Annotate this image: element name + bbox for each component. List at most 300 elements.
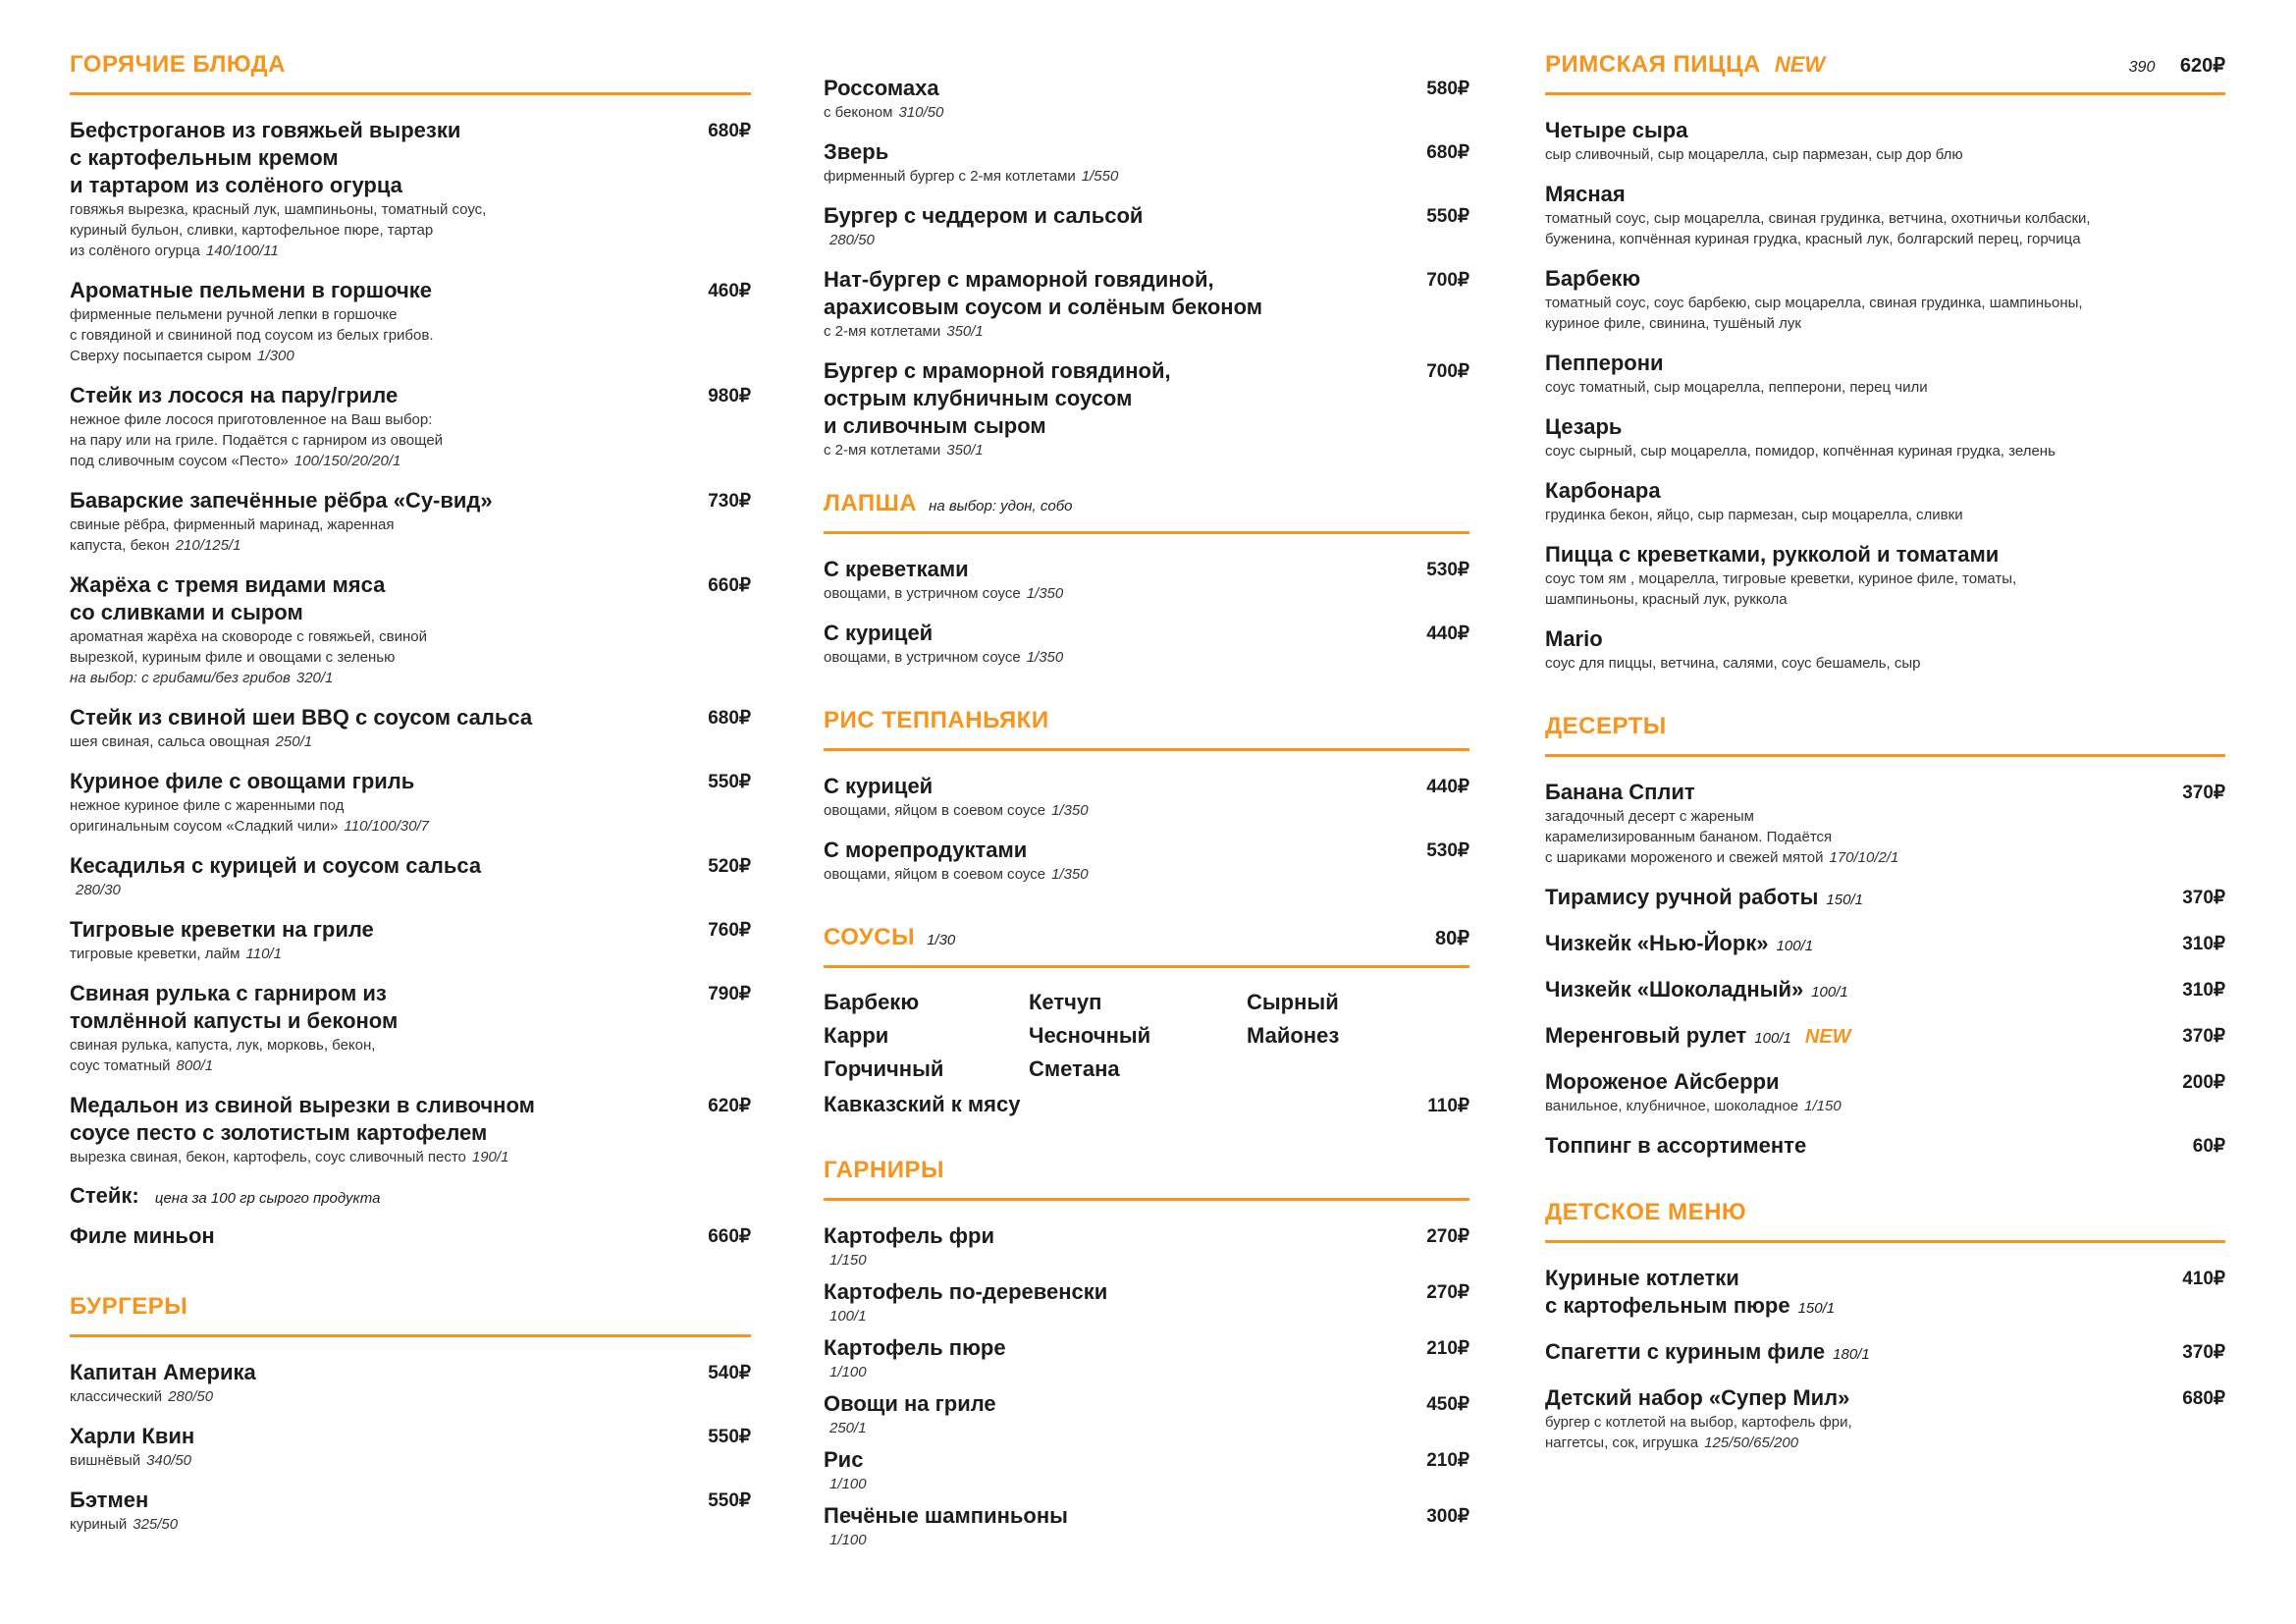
item-price: 440₽ xyxy=(1426,623,1469,644)
menu-item xyxy=(1545,976,2225,1006)
sauce-item: Чесночный xyxy=(1029,1023,1151,1048)
menu-item xyxy=(70,980,751,1076)
menu-item xyxy=(824,556,1469,604)
item-name-text: Картофель фри xyxy=(824,1223,995,1248)
item-name-text: Ароматные пельмени в горшочке xyxy=(70,278,432,302)
item-price: 580₽ xyxy=(1426,79,1469,99)
item-name-text: Рис xyxy=(824,1447,864,1472)
item-desc-text: куриный xyxy=(70,1516,128,1533)
item-description xyxy=(1545,1096,2168,1116)
item-main xyxy=(824,556,1426,604)
item-description xyxy=(824,1250,1413,1271)
menu-item xyxy=(1545,181,2225,249)
item-main xyxy=(1545,976,2182,1006)
item-name xyxy=(1545,1022,2168,1053)
section-header xyxy=(70,1293,751,1337)
item-name xyxy=(70,382,694,409)
menu-item xyxy=(70,382,751,471)
item-desc-text: фирменный бургер с 2-мя котлетами xyxy=(824,168,1076,185)
item-weight: 1/550 xyxy=(1081,168,1119,185)
menu-list xyxy=(1545,1265,2225,1453)
item-main xyxy=(824,202,1426,250)
section-title: ДЕСЕРТЫ xyxy=(1545,713,1667,739)
item-main xyxy=(1545,350,2225,398)
item-name-text: Пепперони xyxy=(1545,351,1664,375)
menu-item xyxy=(824,1502,1469,1550)
item-name xyxy=(824,773,1413,800)
item-price: 520₽ xyxy=(708,856,751,877)
item-desc-text: фирменные пельмени ручной лепки в горшочке с говядиной и свининой под соусом из белых грибов. Сверху посыпается сыром xyxy=(70,306,434,364)
item-weight: 180/1 xyxy=(1833,1346,1870,1363)
item-name-text: Пицца с креветками, рукколой и томатами xyxy=(1545,542,2000,567)
section-title: ДЕТСКОЕ МЕНЮ xyxy=(1545,1199,1747,1225)
item-main xyxy=(1545,117,2225,165)
item-name xyxy=(1545,930,2168,960)
section-title: ЛАПША xyxy=(824,490,918,516)
item-desc-text: соус том ям , моцарелла, тигровые креветки, куриное филе, томаты, шампиньоны, красный лук, руккола xyxy=(1545,570,2017,608)
item-name-text: Стейк из свиной шеи BBQ с соусом сальса xyxy=(70,705,533,730)
item-main xyxy=(70,1092,708,1167)
section-desserts xyxy=(1545,713,2225,1160)
menu-item xyxy=(70,571,751,688)
item-desc-text: грудинка бекон, яйцо, сыр пармезан, сыр моцарелла, сливки xyxy=(1545,507,1963,523)
item-name xyxy=(824,837,1413,864)
item-weight: 320/1 xyxy=(295,670,334,686)
menu-item xyxy=(1545,1384,2225,1453)
item-weight: 280/50 xyxy=(829,232,875,248)
menu-item xyxy=(70,1487,751,1535)
menu-item xyxy=(824,75,1469,123)
menu-item xyxy=(1545,350,2225,398)
item-name-text: Тигровые креветки на гриле xyxy=(70,917,374,942)
item-desc-text: шея свиная, сальса овощная xyxy=(70,733,270,750)
menu-list xyxy=(824,556,1469,668)
item-name-text: Россомаха xyxy=(824,76,939,100)
menu-item xyxy=(1545,930,2225,960)
column-middle xyxy=(824,75,1469,1590)
item-name xyxy=(1545,779,2168,806)
item-price: 530₽ xyxy=(1426,840,1469,861)
menu-list xyxy=(824,75,1469,460)
item-desc-text: соус для пиццы, ветчина, салями, соус бешамель, сыр xyxy=(1545,655,1921,672)
item-name xyxy=(70,1359,694,1386)
item-price: 790₽ xyxy=(708,984,751,1004)
item-weight: 1/100 xyxy=(829,1532,867,1548)
section-header xyxy=(1545,51,2225,95)
menu-item xyxy=(1545,265,2225,334)
menu-item xyxy=(70,277,751,366)
item-description xyxy=(70,304,694,366)
item-desc-text: классический xyxy=(70,1388,163,1405)
item-description xyxy=(824,583,1413,604)
menu-item xyxy=(70,704,751,752)
section-weight: 1/30 xyxy=(927,932,956,948)
sauce-item: Горчичный xyxy=(824,1056,944,1081)
item-name-text: Цезарь xyxy=(1545,414,1623,439)
item-main xyxy=(70,1423,708,1471)
section-burgers xyxy=(70,1293,751,1535)
item-name-text: Тирамису ручной работы xyxy=(1545,885,1819,909)
item-price: 660₽ xyxy=(708,575,751,596)
menu-item xyxy=(1545,1068,2225,1116)
menu-item xyxy=(824,266,1469,342)
section-title: СОУСЫ xyxy=(824,924,916,950)
section-weight: 390 xyxy=(2128,59,2156,76)
item-name-text: Печёные шампиньоны xyxy=(824,1503,1068,1528)
sauce-item: Барбекю xyxy=(824,990,920,1014)
menu-item xyxy=(70,852,751,900)
menu-item xyxy=(824,1334,1469,1382)
item-name xyxy=(70,980,694,1035)
item-description xyxy=(824,321,1413,342)
item-main xyxy=(824,138,1426,187)
item-name xyxy=(70,1487,694,1514)
item-description xyxy=(1545,293,2212,334)
item-weight: 140/100/11 xyxy=(205,243,279,259)
item-name-text: Детский набор «Супер Мил» xyxy=(1545,1385,1850,1410)
section-header xyxy=(1545,713,2225,757)
item-weight: 125/50/65/200 xyxy=(1704,1435,1799,1451)
item-main xyxy=(824,266,1426,342)
item-name-text: С курицей xyxy=(824,774,934,798)
item-desc-text: бургер с котлетой на выбор, картофель фри, наггетсы, сок, игрушка xyxy=(1545,1414,1852,1451)
item-name xyxy=(1545,884,2168,914)
item-name xyxy=(824,1222,1413,1250)
item-price: 310₽ xyxy=(2182,934,2225,954)
item-name xyxy=(70,1092,694,1147)
menu-list xyxy=(70,1359,751,1535)
item-weight: 170/10/2/1 xyxy=(1829,849,1899,866)
item-name-text: Mario xyxy=(1545,626,1603,651)
menu-item xyxy=(1545,1132,2225,1160)
menu-item xyxy=(70,768,751,837)
item-main xyxy=(824,1390,1426,1438)
item-name-text: Мороженое Айсберри xyxy=(1545,1069,1780,1094)
new-badge: NEW xyxy=(1774,52,1826,77)
item-name-text: С курицей xyxy=(824,621,934,645)
item-price: 680₽ xyxy=(708,121,751,141)
item-desc-text: нежное куриное филе с жаренными под оригинальным соусом «Сладкий чили» xyxy=(70,797,345,835)
item-desc-text: томатный соус, соус барбекю, сыр моцарелла, свиная грудинка, шампиньоны, куриное филе, свинина, тушёный лук xyxy=(1545,295,2083,332)
item-description xyxy=(70,514,694,556)
item-main xyxy=(70,1487,708,1535)
item-weight: 190/1 xyxy=(471,1149,509,1165)
item-name xyxy=(1545,413,2212,441)
item-name xyxy=(70,916,694,944)
item-price: 370₽ xyxy=(2182,1342,2225,1363)
item-name xyxy=(824,1390,1413,1418)
item-description xyxy=(1545,806,2168,868)
item-name-text: Капитан Америка xyxy=(70,1360,256,1384)
item-weight: 280/50 xyxy=(168,1388,214,1405)
item-price: 550₽ xyxy=(1426,206,1469,227)
item-main xyxy=(70,980,708,1076)
section-header xyxy=(824,490,1469,534)
item-price: 660₽ xyxy=(708,1226,751,1247)
item-main xyxy=(824,837,1426,885)
item-name-text: Нат-бургер с мраморной говядиной, арахисовым соусом и солёным беконом xyxy=(824,267,1263,319)
item-name xyxy=(1545,477,2212,505)
menu-list xyxy=(1545,779,2225,1160)
sauce-item xyxy=(1247,1056,1469,1082)
item-description xyxy=(1545,441,2212,461)
item-description xyxy=(1545,653,2212,674)
item-description xyxy=(824,1362,1413,1382)
menu-item xyxy=(70,916,751,964)
item-name xyxy=(1545,117,2212,144)
item-name-text: Стейк из лосося на пару/гриле xyxy=(70,383,399,407)
item-description xyxy=(70,1386,694,1407)
section-sides xyxy=(824,1157,1469,1550)
new-badge: NEW xyxy=(1804,1026,1851,1048)
item-description xyxy=(824,440,1413,460)
item-desc-text: соус томатный, сыр моцарелла, пепперони, перец чили xyxy=(1545,379,1928,396)
item-description xyxy=(70,795,694,837)
item-desc-text: овощами, в устричном соусе xyxy=(824,585,1021,602)
sauce-item: Сметана xyxy=(1029,1056,1120,1081)
item-name-text: Картофель пюре xyxy=(824,1335,1006,1360)
section-header xyxy=(824,1157,1469,1201)
sauce-item: Сырный xyxy=(1247,990,1339,1014)
item-main xyxy=(70,277,708,366)
item-description xyxy=(70,199,694,261)
item-price: 310₽ xyxy=(2182,980,2225,1001)
item-weight: 100/150/20/20/1 xyxy=(294,453,401,469)
item-description xyxy=(70,1450,694,1471)
item-main xyxy=(824,1446,1426,1494)
item-description xyxy=(70,880,694,900)
item-name xyxy=(824,556,1413,583)
item-price: 700₽ xyxy=(1426,270,1469,291)
item-name: Филе миньон xyxy=(70,1223,215,1248)
item-name-text: Мясная xyxy=(1545,182,1626,206)
item-description xyxy=(1545,568,2212,610)
item-main xyxy=(1545,1068,2182,1116)
item-weight: 280/30 xyxy=(76,882,121,898)
section-header xyxy=(70,51,751,95)
item-main xyxy=(1545,181,2225,249)
item-name-text: Карбонара xyxy=(1545,478,1661,503)
item-description xyxy=(1545,144,2212,165)
item-name xyxy=(824,1334,1413,1362)
item-name xyxy=(70,1423,694,1450)
item-weight: 100/1 xyxy=(1811,984,1848,1001)
item-name xyxy=(824,75,1413,102)
sauce-grid xyxy=(824,990,1469,1082)
item-description xyxy=(824,1418,1413,1438)
menu-item xyxy=(1545,413,2225,461)
item-name-text: Спагетти с куриным филе xyxy=(1545,1339,1826,1364)
steak-header xyxy=(70,1183,751,1209)
item-desc-text: ароматная жарёха на сковороде с говяжьей, свиной вырезкой, куриным филе и овощами с зеленью xyxy=(70,628,427,666)
menu-item xyxy=(824,138,1469,187)
item-price: 540₽ xyxy=(708,1363,751,1383)
item-name-text: С морепродуктами xyxy=(824,838,1028,862)
item-description xyxy=(824,1306,1413,1326)
item-desc-text: сыр сливочный, сыр моцарелла, сыр пармезан, сыр дор блю xyxy=(1545,146,1963,163)
item-description xyxy=(70,409,694,471)
menu-item xyxy=(70,1359,751,1407)
item-main xyxy=(70,852,708,900)
menu-item xyxy=(824,1390,1469,1438)
item-name-text: Чизкейк «Шоколадный» xyxy=(1545,977,1804,1001)
item-price: 680₽ xyxy=(1426,142,1469,163)
sauce-item: Майонез xyxy=(1247,1023,1340,1048)
item-main xyxy=(824,620,1426,668)
sauce-item: Кетчуп xyxy=(1029,990,1102,1014)
item-desc-text: овощами, яйцом в соевом соусе xyxy=(824,866,1046,883)
item-weight: 1/350 xyxy=(1026,585,1064,602)
item-price: 530₽ xyxy=(1426,560,1469,580)
menu-item xyxy=(1545,1265,2225,1323)
section-title: РИС ТЕППАНЬЯКИ xyxy=(824,707,1049,733)
item-weight: 1/100 xyxy=(829,1364,867,1380)
sauce-item-last xyxy=(824,1092,1469,1117)
item-name xyxy=(70,768,694,795)
item-weight: 100/1 xyxy=(829,1308,867,1325)
section-sauces xyxy=(824,924,1469,1117)
menu-item xyxy=(70,1222,751,1250)
item-main xyxy=(1545,884,2182,914)
item-description xyxy=(824,230,1413,250)
item-name-text: Четыре сыра xyxy=(1545,118,1688,142)
item-description xyxy=(824,864,1413,885)
item-name xyxy=(1545,265,2212,293)
item-name xyxy=(1545,1068,2168,1096)
section-price-block xyxy=(2129,53,2225,78)
item-price: 410₽ xyxy=(2182,1269,2225,1289)
item-desc-text: свиная рулька, капуста, лук, морковь, бекон, соус томатный xyxy=(70,1037,376,1074)
item-name xyxy=(1545,181,2212,208)
item-name: Кавказский к мясу xyxy=(824,1092,1021,1116)
item-description xyxy=(70,1514,694,1535)
item-name xyxy=(1545,976,2168,1006)
steak-note: цена за 100 гр сырого продукта xyxy=(154,1190,381,1207)
item-price: 270₽ xyxy=(1426,1282,1469,1303)
item-main xyxy=(70,704,708,752)
item-main xyxy=(70,768,708,837)
item-name-text: Барбекю xyxy=(1545,266,1641,291)
item-desc-text: с 2-мя котлетами xyxy=(824,442,941,459)
item-name-text: Кесадилья с курицей и соусом сальса xyxy=(70,853,482,878)
item-price: 200₽ xyxy=(2182,1072,2225,1093)
item-price: 680₽ xyxy=(708,708,751,729)
item-price: 550₽ xyxy=(708,1427,751,1447)
item-description xyxy=(70,731,694,752)
item-name xyxy=(1545,541,2212,568)
item-weight: 350/1 xyxy=(946,442,984,459)
menu-list xyxy=(824,1222,1469,1550)
item-desc-text: томатный соус, сыр моцарелла, свиная грудинка, ветчина, охотничьи колбаски, буженина, копчённая куриная грудка, красный лук, болгарский перец, горчица xyxy=(1545,210,2091,247)
menu-item xyxy=(1545,625,2225,674)
item-name xyxy=(1545,1132,2179,1160)
item-weight: 1/150 xyxy=(829,1252,867,1269)
menu-item xyxy=(1545,477,2225,525)
item-price: 730₽ xyxy=(708,491,751,512)
item-description xyxy=(824,800,1413,821)
item-desc-text: соус сырный, сыр моцарелла, помидор, копчённая куриная грудка, зелень xyxy=(1545,443,2056,460)
item-main xyxy=(824,1502,1426,1550)
steak-label: Стейк: xyxy=(70,1183,139,1208)
menu-item xyxy=(824,837,1469,885)
item-name xyxy=(70,117,694,199)
item-price: 60₽ xyxy=(2192,1136,2225,1157)
item-weight: 150/1 xyxy=(1826,892,1863,908)
item-price: 450₽ xyxy=(1426,1394,1469,1415)
item-main xyxy=(824,75,1426,123)
item-main xyxy=(1545,1265,2182,1323)
item-desc-text: загадочный десерт с жареным карамелизированным бананом. Подаётся с шариками мороженого и свежей мятой xyxy=(1545,808,1833,866)
menu-item xyxy=(1545,117,2225,165)
item-name xyxy=(824,202,1413,230)
item-description xyxy=(824,102,1413,123)
item-name-text: Баварские запечённые рёбра «Су-вид» xyxy=(70,488,493,513)
item-name-text: Топпинг в ассортименте xyxy=(1545,1133,1807,1158)
item-desc-text: с беконом xyxy=(824,104,893,121)
item-name xyxy=(1545,1265,2168,1323)
section-kids xyxy=(1545,1199,2225,1453)
item-desc-text: тигровые креветки, лайм xyxy=(70,946,240,962)
item-name xyxy=(70,487,694,514)
item-main xyxy=(1545,1022,2182,1053)
column-right xyxy=(1545,51,2225,1492)
item-weight: 250/1 xyxy=(829,1420,867,1436)
item-price: 700₽ xyxy=(1426,361,1469,382)
item-name xyxy=(824,620,1413,647)
item-weight: 350/1 xyxy=(946,323,984,340)
item-price: 980₽ xyxy=(708,386,751,406)
item-price: 110₽ xyxy=(1427,1096,1469,1116)
item-name-text: Бургер с чеддером и сальсой xyxy=(824,203,1144,228)
menu-item xyxy=(1545,779,2225,868)
item-name xyxy=(70,277,694,304)
menu-list xyxy=(70,117,751,1167)
menu-item xyxy=(824,1222,1469,1271)
item-weight: 110/100/30/7 xyxy=(344,818,429,835)
item-weight: 1/350 xyxy=(1051,802,1089,819)
item-price: 370₽ xyxy=(2182,888,2225,908)
item-name xyxy=(824,1278,1413,1306)
menu-item xyxy=(1545,1338,2225,1369)
item-weight: 1/350 xyxy=(1051,866,1089,883)
item-desc-text: ванильное, клубничное, шоколадное xyxy=(1545,1098,1799,1114)
item-weight: 310/50 xyxy=(898,104,944,121)
item-name-text: Овощи на гриле xyxy=(824,1391,996,1416)
section-title: БУРГЕРЫ xyxy=(70,1293,188,1320)
item-price: 460₽ xyxy=(708,281,751,301)
item-name-text: С креветками xyxy=(824,557,969,581)
section-header xyxy=(824,707,1469,751)
item-main xyxy=(70,382,708,471)
menu-item xyxy=(1545,884,2225,914)
item-name-text: Бэтмен xyxy=(70,1488,149,1512)
item-main xyxy=(1545,779,2182,868)
item-name xyxy=(70,704,694,731)
item-price: 210₽ xyxy=(1426,1338,1469,1359)
sauce-item: Карри xyxy=(824,1023,889,1048)
item-description xyxy=(1545,208,2212,249)
item-main xyxy=(1545,1338,2182,1369)
menu-item xyxy=(1545,541,2225,610)
item-desc-text: свиные рёбра, фирменный маринад, жаренная капуста, бекон xyxy=(70,516,395,554)
item-main xyxy=(824,773,1426,821)
section-header xyxy=(1545,1199,2225,1243)
item-name-text: Банана Сплит xyxy=(1545,780,1695,804)
item-name-text: Медальон из свиной вырезки в сливочном соусе песто с золотистым картофелем xyxy=(70,1093,535,1145)
item-name xyxy=(824,1502,1413,1530)
item-description xyxy=(70,626,694,688)
item-price: 370₽ xyxy=(2182,1026,2225,1047)
